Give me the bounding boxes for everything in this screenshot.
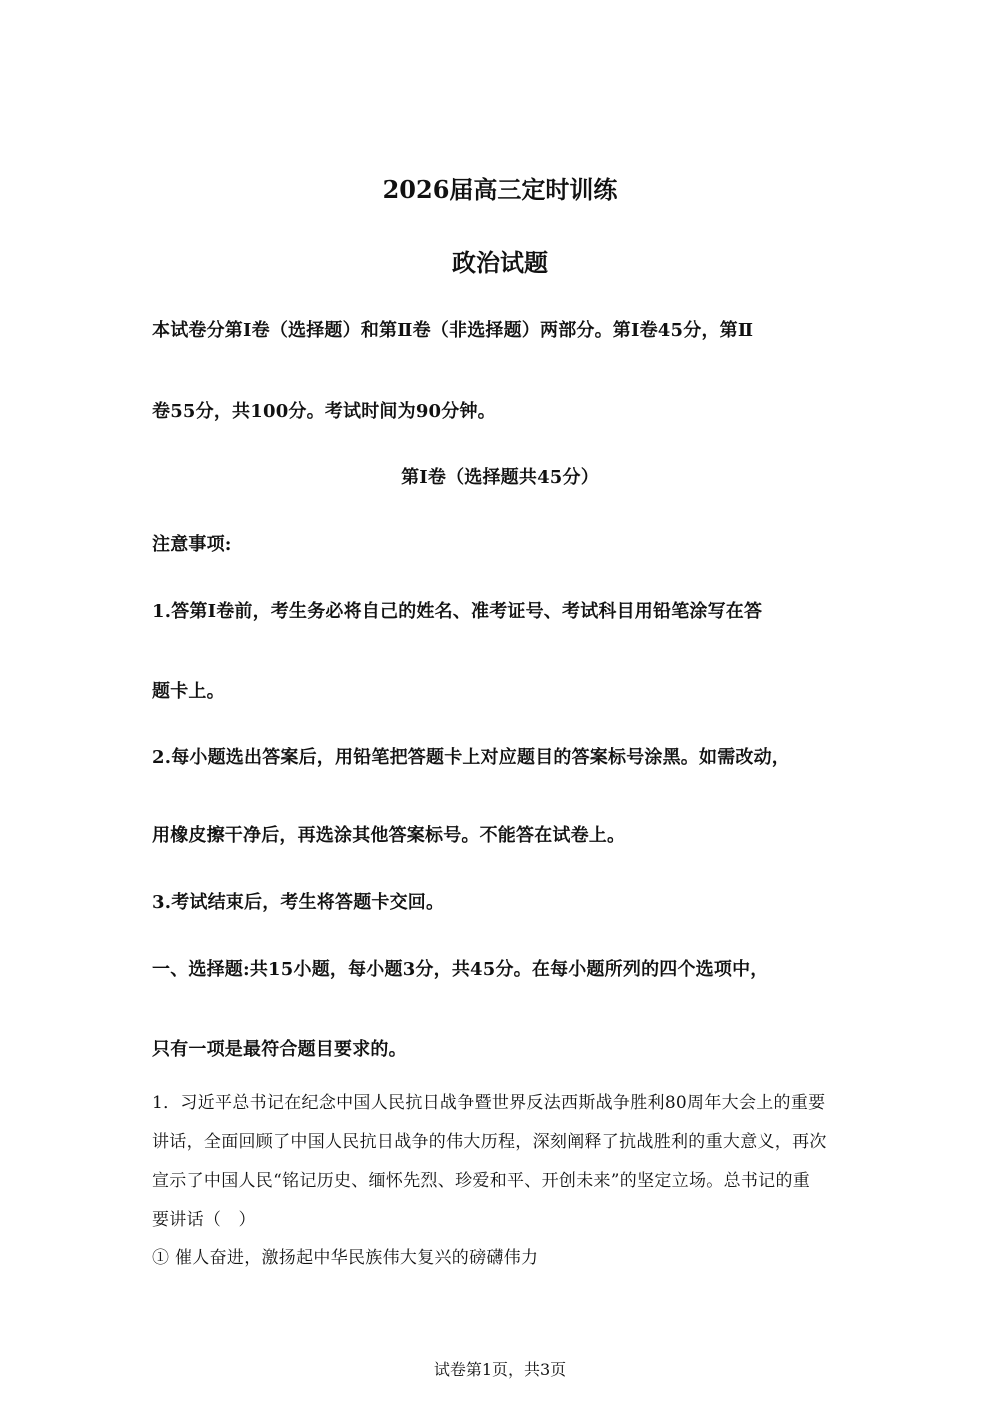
notice-heading: 注意事项: xyxy=(152,534,232,555)
question-1-line-3: 宣示了中国人民“铭记历史、缅怀先烈、珍爱和平、开创未来”的坚定立场。总书记的重 xyxy=(152,1171,811,1191)
intro-line-1: 本试卷分第Ⅰ卷（选择题）和第Ⅱ卷（非选择题）两部分。第Ⅰ卷45分，第Ⅱ xyxy=(152,320,754,341)
notice-item-1-line-1: 1.答第Ⅰ卷前，考生务必将自己的姓名、准考证号、考试科目用铅笔涂写在答 xyxy=(152,601,763,622)
document-title: 2026届高三定时训练 xyxy=(382,175,618,204)
notice-item-2-line-2: 用橡皮擦干净后，再选涂其他答案标号。不能答在试卷上。 xyxy=(152,825,626,846)
notice-item-1-line-2: 题卡上。 xyxy=(152,681,225,702)
question-1-line-1: 1．习近平总书记在纪念中国人民抗日战争暨世界反法西斯战争胜利80周年大会上的重要 xyxy=(152,1093,826,1113)
question-1-line-2: 讲话，全面回顾了中国人民抗日战争的伟大历程，深刻阐释了抗战胜利的重大意义，再次 xyxy=(152,1132,827,1152)
document-subtitle: 政治试题 xyxy=(452,248,548,277)
notice-item-2-line-1: 2.每小题选出答案后，用铅笔把答题卡上对应题目的答案标号涂黑。如需改动， xyxy=(152,747,790,768)
intro-line-2: 卷55分，共100分。考试时间为90分钟。 xyxy=(152,401,496,422)
part-heading-line-1: 一、选择题:共15小题，每小题3分，共45分。在每小题所列的四个选项中， xyxy=(152,959,769,980)
part-heading-line-2: 只有一项是最符合题目要求的。 xyxy=(152,1039,407,1060)
notice-item-3: 3.考试结束后，考生将答题卡交回。 xyxy=(152,892,445,913)
question-1-option-1: ① 催人奋进，激扬起中华民族伟大复兴的磅礴伟力 xyxy=(152,1248,539,1268)
question-1-line-4: 要讲话（ ） xyxy=(152,1210,256,1230)
section-heading: 第Ⅰ卷（选择题共45分） xyxy=(401,467,599,488)
page-footer: 试卷第1页，共3页 xyxy=(433,1360,567,1379)
